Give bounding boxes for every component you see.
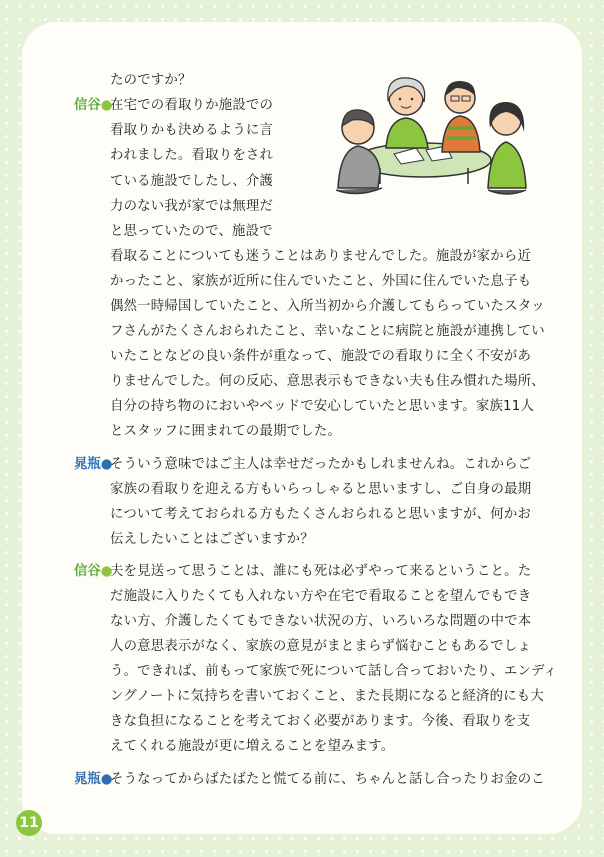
text-line: 力のない我が家では無理だ xyxy=(110,199,274,214)
text-line: 偶然一時帰国していたこと、入所当初から介護してもらっていたスタッ xyxy=(110,299,545,314)
speaker-label-akabin: 晁瓶● xyxy=(74,457,113,472)
text-line: きな負担になることを考えておく必要があります。今後、看取りを支 xyxy=(110,714,531,729)
text-line: 在宅での看取りか施設での xyxy=(110,98,274,113)
speaker-label-nobutani: 信谷● xyxy=(74,564,113,579)
speaker-label-akabin: 晁瓶● xyxy=(74,772,113,787)
text-line: たのですか？ xyxy=(110,73,192,88)
text-line: 家族の看取りを迎える方もいらっしゃると思いますし、ご自身の最期 xyxy=(110,482,532,497)
text-line: そういう意味ではご主人は幸せだったかもしれませんね。これからご xyxy=(110,457,532,472)
text-line: について考えておられる方もたくさんおられると思いますが、何かお xyxy=(110,507,532,522)
speaker-label-nobutani: 信谷● xyxy=(74,98,113,113)
text-line: 看取りかも決めるように言 xyxy=(110,123,274,138)
text-line: フさんがたくさんおられたこと、幸いなことに病院と施設が連携してい xyxy=(110,324,545,339)
text-line: 夫を見送って思うことは、誰にも死は必ずやって来るということ。た xyxy=(110,564,532,579)
text-line: ングノートに気持ちを書いておくこと、また長期になると経済的にも大 xyxy=(110,689,544,704)
text-line: ている施設でしたし、介護 xyxy=(110,174,274,189)
text-line: う。できれば、前もって家族で死について話し合っておいたり、エンディ xyxy=(110,664,558,679)
text-line: 人の意思表示がなく、家族の意見がまとまらず悩むこともあるでしょ xyxy=(110,639,531,654)
text-line: そうなってからばたばたと慌てる前に、ちゃんと話し合ったりお金のこ xyxy=(110,772,545,787)
text-line: だ施設に入りたくても入れない方や在宅で看取ることを望んでもでき xyxy=(110,589,532,604)
text-line: 看取ることについても迷うことはありませんでした。施設が家から近 xyxy=(110,249,532,264)
page-number: 11 xyxy=(16,810,42,836)
text-line: りませんでした。何の反応、意思表示もできない夫も住み慣れた場所、 xyxy=(110,374,545,389)
text-line: 伝えしたいことはございますか？ xyxy=(110,532,314,547)
text-line: とスタッフに囲まれての最期でした。 xyxy=(110,424,342,439)
text-line: と思っていたので、施設で xyxy=(110,224,273,239)
text-line: いたことなどの良い条件が重なって、施設での看取りに全く不安があ xyxy=(110,349,532,364)
text-line: 自分の持ち物のにおいやベッドで安心していたと思います。家族11人 xyxy=(110,399,535,414)
text-line: かったこと、家族が近所に住んでいたこと、外国に住んでいた息子も xyxy=(110,274,532,289)
text-line: われました。看取りをされ xyxy=(110,148,274,163)
text-line: ない方、介護したくてもできない状況の方、いろいろな問題の中で本 xyxy=(110,614,532,629)
text-line: えてくれる施設が更に増えることを望みます。 xyxy=(110,739,395,754)
